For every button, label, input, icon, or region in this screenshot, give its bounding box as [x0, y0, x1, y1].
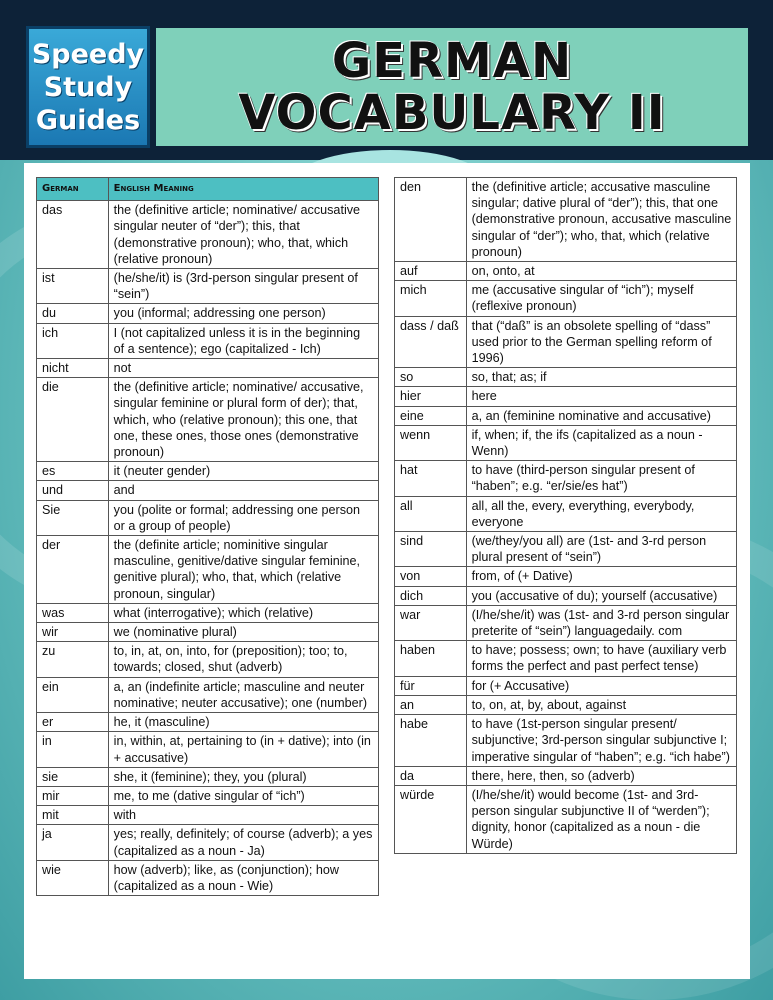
- english-meaning: to have (third-person singular present of “haben”; e.g. “er/sie/es hat”): [466, 461, 736, 496]
- logo-line: Study: [43, 71, 133, 103]
- table-row: [395, 605, 737, 640]
- german-word: zu: [37, 642, 109, 677]
- german-word: wenn: [395, 425, 467, 460]
- table-body: [395, 178, 737, 854]
- german-word: es: [37, 462, 109, 481]
- english-meaning: the (definitive article; accusative masculine singular; dative plural of “der”); this, that one (demonstrative pronoun, accusative masculine singular of “der”); who, that, which (relative pronoun): [466, 178, 736, 262]
- table-row: [395, 316, 737, 368]
- column-header-german: German: [37, 178, 109, 201]
- german-word: da: [395, 766, 467, 785]
- german-word: nicht: [37, 359, 109, 378]
- table-row: [395, 641, 737, 676]
- german-word: Sie: [37, 500, 109, 535]
- table-row: [37, 462, 379, 481]
- english-meaning: it (neuter gender): [108, 462, 378, 481]
- table-row: [37, 825, 379, 860]
- english-meaning: you (accusative of du); yourself (accusative): [466, 586, 736, 605]
- table-row: [37, 860, 379, 895]
- english-meaning: for (+ Accusative): [466, 676, 736, 695]
- table-row: [37, 201, 379, 269]
- german-word: auf: [395, 262, 467, 281]
- table-row: [37, 304, 379, 323]
- table-row: [37, 269, 379, 304]
- english-meaning: to have (1st-person singular present/ subjunctive; 3rd-person singular subjunctive I; imperative singular of “haben”; e.g. “ich habe”): [466, 715, 736, 767]
- german-word: haben: [395, 641, 467, 676]
- table-row: [395, 715, 737, 767]
- table-row: [395, 785, 737, 853]
- german-word: wie: [37, 860, 109, 895]
- table-row: [395, 406, 737, 425]
- english-meaning: in, within, at, pertaining to (in + dative); into (in + accusative): [108, 732, 378, 767]
- german-word: ich: [37, 323, 109, 358]
- table-row: [37, 713, 379, 732]
- german-word: habe: [395, 715, 467, 767]
- english-meaning: (we/they/you all) are (1st- and 3-rd person plural present of “sein”): [466, 532, 736, 567]
- german-word: sie: [37, 767, 109, 786]
- english-meaning: not: [108, 359, 378, 378]
- english-meaning: on, onto, at: [466, 262, 736, 281]
- table-row: [37, 323, 379, 358]
- german-word: die: [37, 378, 109, 462]
- table-row: [395, 178, 737, 262]
- german-word: all: [395, 496, 467, 531]
- english-meaning: if, when; if, the ifs (capitalized as a noun - Wenn): [466, 425, 736, 460]
- english-meaning: me (accusative singular of “ich”); myself (reflexive pronoun): [466, 281, 736, 316]
- german-word: hier: [395, 387, 467, 406]
- german-word: mich: [395, 281, 467, 316]
- title-line: GERMAN: [331, 33, 573, 89]
- german-word: er: [37, 713, 109, 732]
- english-meaning: he, it (masculine): [108, 713, 378, 732]
- table-row: [395, 496, 737, 531]
- speedy-study-guides-logo: [26, 26, 150, 148]
- english-meaning: what (interrogative); which (relative): [108, 603, 378, 622]
- german-word: eine: [395, 406, 467, 425]
- english-meaning: (he/she/it) is (3rd-person singular present of “sein”): [108, 269, 378, 304]
- german-word: dass / daß: [395, 316, 467, 368]
- vocabulary-table-right: [394, 177, 737, 854]
- german-word: würde: [395, 785, 467, 853]
- german-word: dich: [395, 586, 467, 605]
- table-row: [37, 767, 379, 786]
- table-row: [37, 677, 379, 712]
- english-meaning: I (not capitalized unless it is in the beginning of a sentence); ego (capitalized - Ich): [108, 323, 378, 358]
- table-row: [395, 461, 737, 496]
- table-body: [37, 201, 379, 896]
- table-row: [37, 806, 379, 825]
- english-meaning: to, in, at, on, into, for (preposition); too; to, towards; closed, shut (adverb): [108, 642, 378, 677]
- page-title: [156, 28, 748, 146]
- english-meaning: the (definitive article; nominative/ accusative singular neuter of “der”); this, that (demonstrative pronoun); who, that, which (relative pronoun): [108, 201, 378, 269]
- german-word: an: [395, 695, 467, 714]
- german-word: den: [395, 178, 467, 262]
- english-meaning: from, of (+ Dative): [466, 567, 736, 586]
- english-meaning: that (“daß” is an obsolete spelling of “dass” used prior to the German spelling reform of 1996): [466, 316, 736, 368]
- german-word: das: [37, 201, 109, 269]
- german-word: der: [37, 536, 109, 604]
- english-meaning: (I/he/she/it) was (1st- and 3-rd person singular preterite of “sein”) languagedaily. com: [466, 605, 736, 640]
- english-meaning: so, that; as; if: [466, 368, 736, 387]
- logo-line: Speedy: [31, 38, 145, 70]
- german-word: für: [395, 676, 467, 695]
- english-meaning: and: [108, 481, 378, 500]
- english-meaning: with: [108, 806, 378, 825]
- table-row: [395, 676, 737, 695]
- german-word: und: [37, 481, 109, 500]
- table-row: [37, 500, 379, 535]
- table-row: [37, 481, 379, 500]
- column-header-english: English Meaning: [108, 178, 378, 201]
- table-row: [395, 425, 737, 460]
- table-row: [395, 766, 737, 785]
- english-meaning: the (definitive article; nominative/ accusative, singular feminine or plural form of der); that, which, who (relative pronoun); this one, that one, these ones, those ones (demonstrative pronoun): [108, 378, 378, 462]
- german-word: in: [37, 732, 109, 767]
- vocabulary-panel: [24, 163, 750, 979]
- table-row: [395, 368, 737, 387]
- title-line: VOCABULARY II: [238, 85, 666, 141]
- table-row: [37, 642, 379, 677]
- english-meaning: you (polite or formal; addressing one person or a group of people): [108, 500, 378, 535]
- german-word: wir: [37, 623, 109, 642]
- english-meaning: to have; possess; own; to have (auxiliary verb forms the perfect and past perfect tense): [466, 641, 736, 676]
- table-row: [37, 623, 379, 642]
- german-word: sind: [395, 532, 467, 567]
- english-meaning: you (informal; addressing one person): [108, 304, 378, 323]
- table-header-row: [37, 178, 379, 201]
- english-meaning: the (definite article; nominitive singular masculine, genitive/dative singular feminine, genitive plural); who, that, which (relative pronoun, singular): [108, 536, 378, 604]
- english-meaning: there, here, then, so (adverb): [466, 766, 736, 785]
- logo-line: Guides: [35, 104, 141, 136]
- german-word: mit: [37, 806, 109, 825]
- table-row: [37, 603, 379, 622]
- table-row: [395, 532, 737, 567]
- table-row: [37, 732, 379, 767]
- german-word: ist: [37, 269, 109, 304]
- german-word: hat: [395, 461, 467, 496]
- english-meaning: to, on, at, by, about, against: [466, 695, 736, 714]
- table-row: [395, 586, 737, 605]
- english-meaning: a, an (indefinite article; masculine and neuter nominative; neuter accusative); one (number): [108, 677, 378, 712]
- table-row: [395, 387, 737, 406]
- german-word: was: [37, 603, 109, 622]
- table-row: [37, 536, 379, 604]
- english-meaning: a, an (feminine nominative and accusative): [466, 406, 736, 425]
- table-row: [37, 378, 379, 462]
- table-row: [395, 262, 737, 281]
- vocabulary-table-left: [36, 177, 379, 896]
- english-meaning: how (adverb); like, as (conjunction); how (capitalized as a noun - Wie): [108, 860, 378, 895]
- english-meaning: she, it (feminine); they, you (plural): [108, 767, 378, 786]
- german-word: ja: [37, 825, 109, 860]
- english-meaning: (I/he/she/it) would become (1st- and 3rd-person singular subjunctive II of “werden”); dignity, honor (capitalized as a noun - die Würde): [466, 785, 736, 853]
- table-row: [37, 786, 379, 805]
- english-meaning: yes; really, definitely; of course (adverb); a yes (capitalized as a noun - Ja): [108, 825, 378, 860]
- english-meaning: we (nominative plural): [108, 623, 378, 642]
- table-row: [395, 695, 737, 714]
- english-meaning: me, to me (dative singular of “ich”): [108, 786, 378, 805]
- english-meaning: all, all the, every, everything, everybody, everyone: [466, 496, 736, 531]
- german-word: du: [37, 304, 109, 323]
- english-meaning: here: [466, 387, 736, 406]
- german-word: mir: [37, 786, 109, 805]
- table-row: [37, 359, 379, 378]
- table-row: [395, 567, 737, 586]
- table-row: [395, 281, 737, 316]
- german-word: war: [395, 605, 467, 640]
- german-word: von: [395, 567, 467, 586]
- german-word: ein: [37, 677, 109, 712]
- german-word: so: [395, 368, 467, 387]
